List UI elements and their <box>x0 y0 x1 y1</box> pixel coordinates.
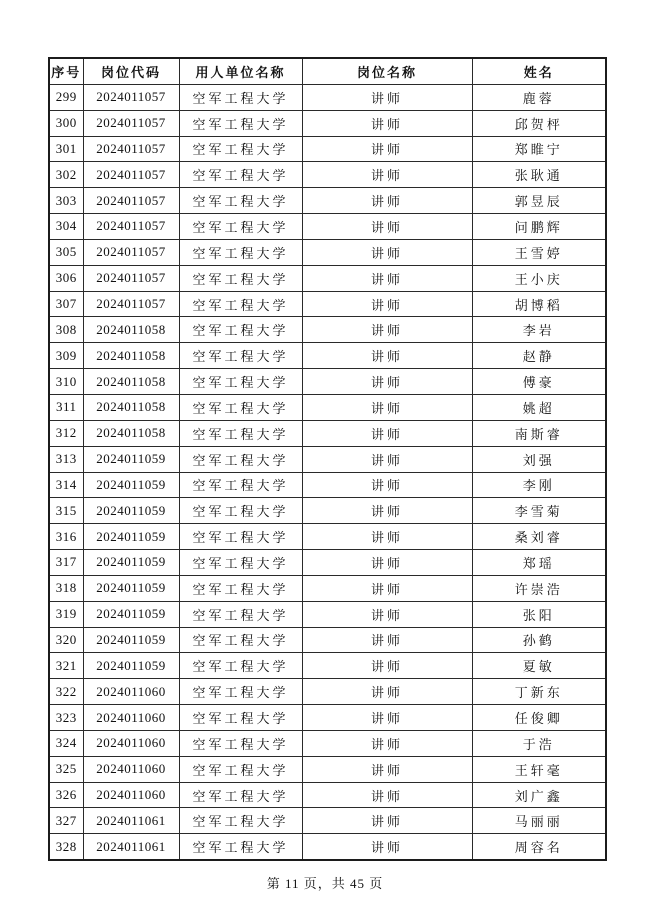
table-row <box>49 756 606 782</box>
cell-job-code: 2024011059 <box>83 524 179 550</box>
cell-seq: 314 <box>49 472 83 498</box>
positions-roster-table <box>48 57 607 861</box>
table-row <box>49 575 606 601</box>
cell-name: 张阳 <box>472 601 606 627</box>
cell-job-title: 讲师 <box>302 782 472 808</box>
cell-seq: 320 <box>49 627 83 653</box>
cell-employer: 空军工程大学 <box>179 162 302 188</box>
cell-name: 李刚 <box>472 472 606 498</box>
cell-seq: 306 <box>49 265 83 291</box>
cell-name: 许崇浩 <box>472 575 606 601</box>
roster-table-container <box>48 57 605 861</box>
table-row <box>49 394 606 420</box>
cell-name: 王小庆 <box>472 265 606 291</box>
cell-seq: 301 <box>49 136 83 162</box>
cell-name: 王雪婷 <box>472 239 606 265</box>
header-job-code: 岗位代码 <box>83 58 179 84</box>
cell-employer: 空军工程大学 <box>179 601 302 627</box>
cell-job-code: 2024011057 <box>83 291 179 317</box>
cell-name: 于浩 <box>472 730 606 756</box>
table-row <box>49 653 606 679</box>
cell-job-code: 2024011057 <box>83 214 179 240</box>
cell-job-code: 2024011061 <box>83 834 179 860</box>
cell-job-title: 讲师 <box>302 550 472 576</box>
cell-job-code: 2024011058 <box>83 394 179 420</box>
cell-job-title: 讲师 <box>302 601 472 627</box>
cell-seq: 316 <box>49 524 83 550</box>
cell-job-title: 讲师 <box>302 834 472 860</box>
cell-name: 丁新东 <box>472 679 606 705</box>
cell-employer: 空军工程大学 <box>179 136 302 162</box>
table-row <box>49 730 606 756</box>
cell-employer: 空军工程大学 <box>179 188 302 214</box>
header-employer: 用人单位名称 <box>179 58 302 84</box>
cell-name: 郑睢宁 <box>472 136 606 162</box>
table-row <box>49 550 606 576</box>
cell-seq: 312 <box>49 420 83 446</box>
cell-job-code: 2024011059 <box>83 446 179 472</box>
table-row <box>49 627 606 653</box>
cell-employer: 空军工程大学 <box>179 679 302 705</box>
cell-name: 姚超 <box>472 394 606 420</box>
cell-job-code: 2024011060 <box>83 756 179 782</box>
cell-job-title: 讲师 <box>302 679 472 705</box>
table-row <box>49 188 606 214</box>
cell-name: 问鹏辉 <box>472 214 606 240</box>
table-row <box>49 834 606 860</box>
cell-seq: 299 <box>49 84 83 110</box>
cell-job-title: 讲师 <box>302 808 472 834</box>
cell-job-title: 讲师 <box>302 214 472 240</box>
cell-job-code: 2024011059 <box>83 575 179 601</box>
cell-employer: 空军工程大学 <box>179 575 302 601</box>
cell-seq: 305 <box>49 239 83 265</box>
cell-job-code: 2024011060 <box>83 679 179 705</box>
cell-job-title: 讲师 <box>302 162 472 188</box>
cell-employer: 空军工程大学 <box>179 524 302 550</box>
cell-name: 任俊卿 <box>472 705 606 731</box>
cell-seq: 324 <box>49 730 83 756</box>
cell-seq: 315 <box>49 498 83 524</box>
cell-job-title: 讲师 <box>302 317 472 343</box>
cell-name: 刘广鑫 <box>472 782 606 808</box>
cell-job-code: 2024011060 <box>83 730 179 756</box>
cell-employer: 空军工程大学 <box>179 343 302 369</box>
cell-name: 邱贺枰 <box>472 110 606 136</box>
cell-seq: 303 <box>49 188 83 214</box>
cell-name: 马丽丽 <box>472 808 606 834</box>
cell-job-code: 2024011058 <box>83 420 179 446</box>
table-row <box>49 601 606 627</box>
cell-employer: 空军工程大学 <box>179 265 302 291</box>
cell-employer: 空军工程大学 <box>179 214 302 240</box>
cell-job-code: 2024011059 <box>83 627 179 653</box>
cell-job-code: 2024011057 <box>83 188 179 214</box>
cell-name: 李雪菊 <box>472 498 606 524</box>
cell-name: 鹿蓉 <box>472 84 606 110</box>
cell-name: 夏敏 <box>472 653 606 679</box>
cell-job-code: 2024011058 <box>83 369 179 395</box>
cell-job-title: 讲师 <box>302 394 472 420</box>
cell-job-title: 讲师 <box>302 420 472 446</box>
cell-job-title: 讲师 <box>302 110 472 136</box>
cell-employer: 空军工程大学 <box>179 317 302 343</box>
cell-name: 周容名 <box>472 834 606 860</box>
table-row <box>49 705 606 731</box>
cell-job-title: 讲师 <box>302 472 472 498</box>
cell-employer: 空军工程大学 <box>179 291 302 317</box>
cell-seq: 318 <box>49 575 83 601</box>
cell-seq: 322 <box>49 679 83 705</box>
cell-seq: 323 <box>49 705 83 731</box>
cell-seq: 319 <box>49 601 83 627</box>
table-row <box>49 782 606 808</box>
cell-employer: 空军工程大学 <box>179 369 302 395</box>
cell-seq: 300 <box>49 110 83 136</box>
table-row <box>49 110 606 136</box>
cell-job-title: 讲师 <box>302 730 472 756</box>
cell-employer: 空军工程大学 <box>179 653 302 679</box>
cell-seq: 327 <box>49 808 83 834</box>
cell-seq: 313 <box>49 446 83 472</box>
cell-name: 孙鹤 <box>472 627 606 653</box>
cell-name: 李岩 <box>472 317 606 343</box>
cell-employer: 空军工程大学 <box>179 239 302 265</box>
cell-employer: 空军工程大学 <box>179 834 302 860</box>
cell-employer: 空军工程大学 <box>179 550 302 576</box>
table-row <box>49 291 606 317</box>
cell-job-code: 2024011057 <box>83 110 179 136</box>
cell-job-title: 讲师 <box>302 239 472 265</box>
cell-job-code: 2024011058 <box>83 343 179 369</box>
cell-job-title: 讲师 <box>302 136 472 162</box>
cell-employer: 空军工程大学 <box>179 756 302 782</box>
cell-name: 张耿通 <box>472 162 606 188</box>
cell-job-code: 2024011057 <box>83 265 179 291</box>
cell-employer: 空军工程大学 <box>179 627 302 653</box>
cell-name: 桑刘睿 <box>472 524 606 550</box>
cell-seq: 309 <box>49 343 83 369</box>
cell-employer: 空军工程大学 <box>179 394 302 420</box>
table-row <box>49 214 606 240</box>
table-row <box>49 498 606 524</box>
cell-job-code: 2024011059 <box>83 498 179 524</box>
cell-name: 赵静 <box>472 343 606 369</box>
cell-job-code: 2024011059 <box>83 653 179 679</box>
cell-employer: 空军工程大学 <box>179 472 302 498</box>
cell-seq: 326 <box>49 782 83 808</box>
cell-job-title: 讲师 <box>302 524 472 550</box>
cell-job-code: 2024011057 <box>83 136 179 162</box>
cell-seq: 317 <box>49 550 83 576</box>
cell-job-title: 讲师 <box>302 343 472 369</box>
table-row <box>49 317 606 343</box>
header-name: 姓名 <box>472 58 606 84</box>
cell-job-title: 讲师 <box>302 756 472 782</box>
cell-seq: 325 <box>49 756 83 782</box>
cell-job-code: 2024011057 <box>83 84 179 110</box>
cell-employer: 空军工程大学 <box>179 498 302 524</box>
table-row <box>49 472 606 498</box>
table-row <box>49 679 606 705</box>
cell-seq: 311 <box>49 394 83 420</box>
cell-name: 胡博稻 <box>472 291 606 317</box>
cell-employer: 空军工程大学 <box>179 84 302 110</box>
cell-job-title: 讲师 <box>302 84 472 110</box>
table-row <box>49 239 606 265</box>
page-number-footer: 第 11 页，共 45 页 <box>266 876 384 891</box>
cell-job-title: 讲师 <box>302 627 472 653</box>
cell-employer: 空军工程大学 <box>179 782 302 808</box>
cell-name: 王轩毫 <box>472 756 606 782</box>
cell-seq: 328 <box>49 834 83 860</box>
table-row <box>49 369 606 395</box>
cell-name: 郑瑶 <box>472 550 606 576</box>
cell-seq: 308 <box>49 317 83 343</box>
cell-employer: 空军工程大学 <box>179 808 302 834</box>
cell-job-code: 2024011061 <box>83 808 179 834</box>
table-row <box>49 162 606 188</box>
cell-job-title: 讲师 <box>302 446 472 472</box>
cell-seq: 302 <box>49 162 83 188</box>
table-row <box>49 343 606 369</box>
cell-job-title: 讲师 <box>302 265 472 291</box>
table-row <box>49 524 606 550</box>
header-seq: 序号 <box>49 58 83 84</box>
cell-name: 南斯睿 <box>472 420 606 446</box>
cell-job-code: 2024011059 <box>83 550 179 576</box>
cell-name: 刘强 <box>472 446 606 472</box>
cell-job-code: 2024011058 <box>83 317 179 343</box>
cell-job-code: 2024011060 <box>83 782 179 808</box>
table-row <box>49 84 606 110</box>
cell-job-title: 讲师 <box>302 575 472 601</box>
cell-employer: 空军工程大学 <box>179 446 302 472</box>
cell-employer: 空军工程大学 <box>179 110 302 136</box>
cell-job-title: 讲师 <box>302 705 472 731</box>
cell-job-title: 讲师 <box>302 369 472 395</box>
cell-employer: 空军工程大学 <box>179 730 302 756</box>
table-row <box>49 265 606 291</box>
cell-job-title: 讲师 <box>302 653 472 679</box>
cell-job-code: 2024011057 <box>83 239 179 265</box>
cell-job-title: 讲师 <box>302 498 472 524</box>
table-row <box>49 420 606 446</box>
cell-job-code: 2024011059 <box>83 601 179 627</box>
cell-job-code: 2024011057 <box>83 162 179 188</box>
cell-seq: 307 <box>49 291 83 317</box>
cell-seq: 304 <box>49 214 83 240</box>
cell-seq: 321 <box>49 653 83 679</box>
cell-job-code: 2024011059 <box>83 472 179 498</box>
cell-job-title: 讲师 <box>302 291 472 317</box>
cell-employer: 空军工程大学 <box>179 705 302 731</box>
table-row <box>49 136 606 162</box>
cell-name: 傅豪 <box>472 369 606 395</box>
cell-employer: 空军工程大学 <box>179 420 302 446</box>
cell-job-title: 讲师 <box>302 188 472 214</box>
table-row <box>49 808 606 834</box>
table-header-row <box>49 58 606 84</box>
cell-job-code: 2024011060 <box>83 705 179 731</box>
cell-name: 郭昱辰 <box>472 188 606 214</box>
table-row <box>49 446 606 472</box>
cell-seq: 310 <box>49 369 83 395</box>
header-job-title: 岗位名称 <box>302 58 472 84</box>
